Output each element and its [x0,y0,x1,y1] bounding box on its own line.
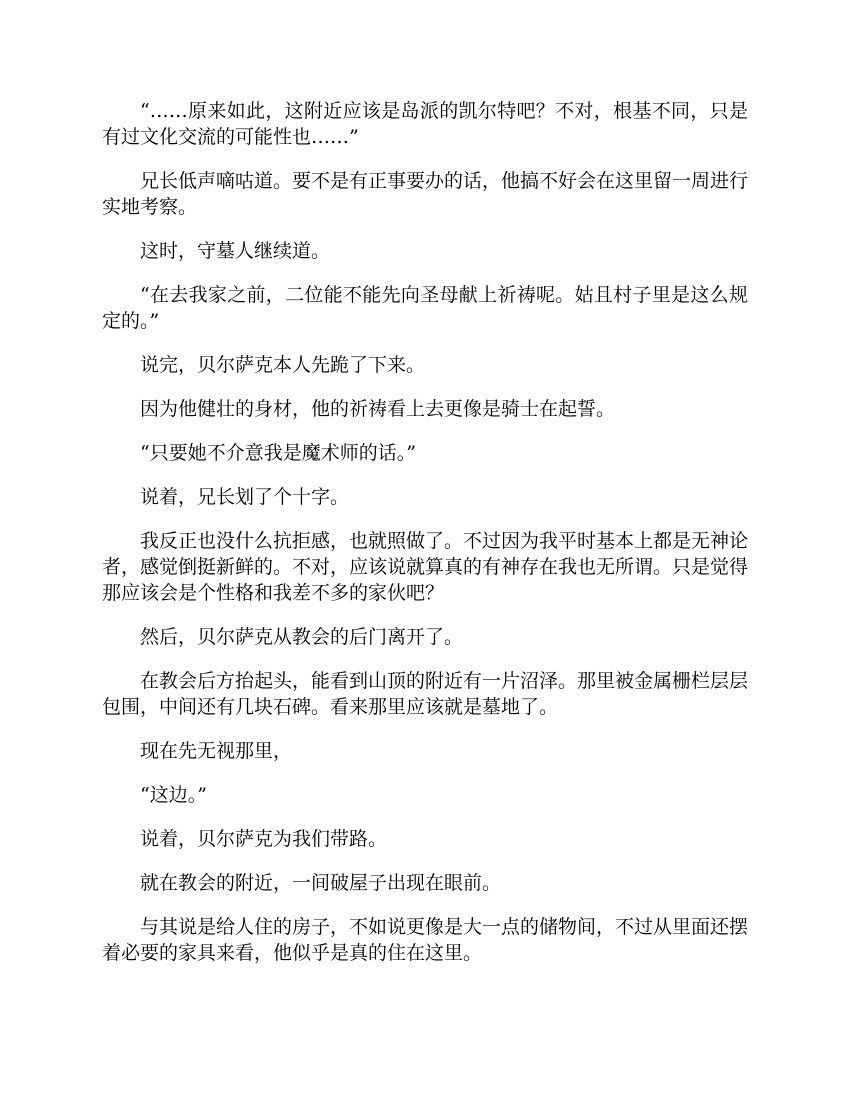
paragraph: 这时，守墓人继续道。 [140,240,331,262]
paragraph: “只要她不介意我是魔术师的话。” [140,442,416,464]
paragraph: 与其说是给人住的房子，不如说更像是大一点的储物间，不过从里面还摆着必要的家具来看，他似乎是真的住在这里。 [102,916,749,964]
document-page [102,98,748,984]
paragraph: 说着，贝尔萨克为我们带路。 [140,828,388,850]
paragraph: 我反正也没什么抗拒感，也就照做了。不过因为我平时基本上都是无神论者，感觉倒挺新鲜的。不对，应该说就算真的有神存在我也无所谓。只是觉得那应该会是个性格和我差不多的家伙吧？ [102,530,749,604]
paragraph: 在教会后方抬起头，能看到山顶的附近有一片沼泽。那里被金属栅栏层层包围，中间还有几块石碑。看来那里应该就是墓地了。 [102,670,749,718]
paragraph: “在去我家之前，二位能不能先向圣母献上祈祷呢。姑且村子里是这么规定的。” [102,284,748,332]
paragraph: “这边。” [140,784,207,806]
paragraph: 现在先无视那里， [140,740,293,762]
paragraph: 兄长低声嘀咕道。要不是有正事要办的话，他搞不好会在这里留一周进行实地考察。 [102,170,749,218]
paragraph: 就在教会的附近，一间破屋子出现在眼前。 [140,872,502,894]
paragraph: “……原来如此，这附近应该是岛派的凯尔特吧？不对，根基不同，只是有过文化交流的可能性也……” [102,100,748,148]
paragraph: 因为他健壮的身材，他的祈祷看上去更像是骑士在起誓。 [140,398,616,420]
paragraph: 然后，贝尔萨克从教会的后门离开了。 [140,626,464,648]
paragraph: 说着，兄长划了个十字。 [140,486,350,508]
paragraph: 说完，贝尔萨克本人先跪了下来。 [140,354,426,376]
